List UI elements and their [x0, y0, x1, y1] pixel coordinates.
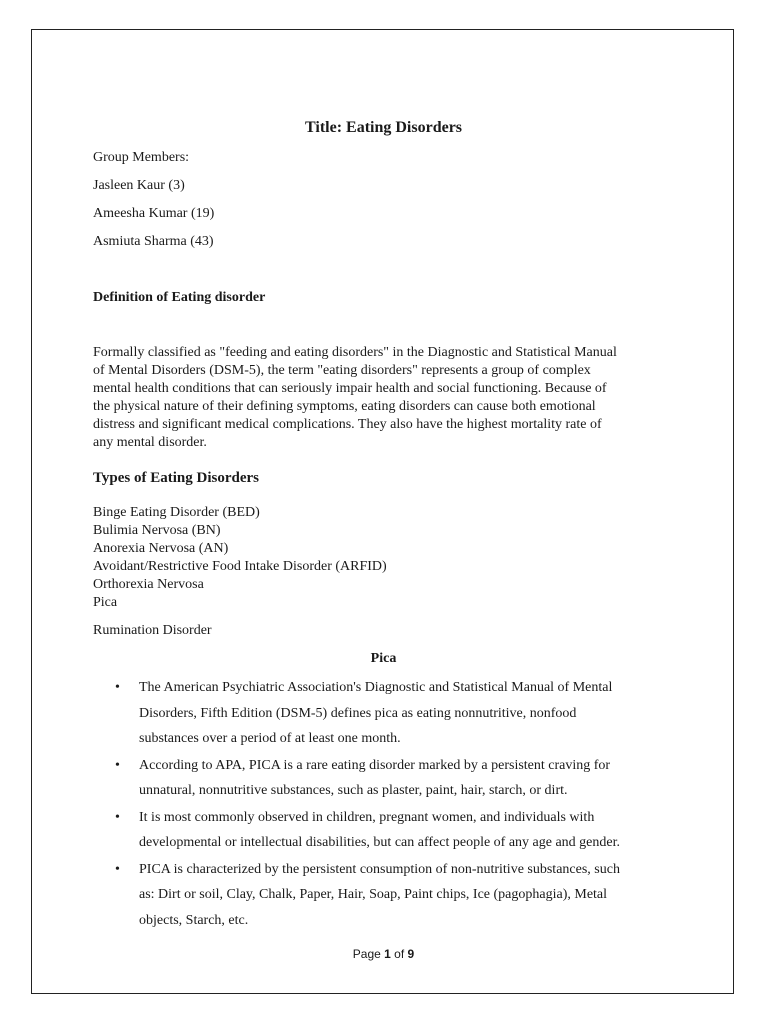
member-item: Jasleen Kaur (3) — [93, 178, 185, 193]
paragraph-line: mental health conditions that can seriously impair health and social functioning. Because of — [93, 381, 607, 396]
list-item: • PICA is characterized by the persistent consumption of non-nutritive substances, such as: Dirt or soil, Clay, Chalk, Paper, Hair, Soap, Paint chips, Ice (pagophagia), Metal objects, Starch, etc. — [93, 857, 693, 934]
member-item: Ameesha Kumar (19) — [93, 206, 215, 221]
types-heading: Types of Eating Disorders — [93, 470, 259, 486]
list-item: • According to APA, PICA is a rare eating disorder marked by a persistent craving for unnatural, nonnutritive substances, such as plaster, paint, hair, starch, or dirt. — [93, 753, 693, 804]
bullet-icon: • — [115, 757, 120, 773]
type-item: Orthorexia Nervosa — [93, 577, 204, 592]
type-item: Bulimia Nervosa (BN) — [93, 523, 221, 538]
paragraph-line: distress and significant medical complications. They also have the highest mortality rate of — [93, 417, 602, 432]
bullet-icon: • — [115, 861, 120, 877]
bullet-icon: • — [115, 680, 120, 695]
type-item-last: Rumination Disorder — [93, 623, 212, 638]
paragraph-line: any mental disorder. — [93, 435, 207, 450]
type-item: Avoidant/Restrictive Food Intake Disorder (ARFID) — [93, 559, 387, 574]
member-item: Asmiuta Sharma (43) — [93, 234, 214, 249]
type-item: Anorexia Nervosa (AN) — [93, 541, 229, 556]
page-title: Title: Eating Disorders — [304, 119, 463, 136]
list-item: • The American Psychiatric Association's Diagnostic and Statistical Manual of Mental Disorders, Fifth Edition (DSM-5) defines pica as eating nonnutritive, nonfood substances over a period of at least one month. — [93, 675, 693, 752]
paragraph-line: Formally classified as "feeding and eating disorders" in the Diagnostic and Statistical Manual — [93, 345, 617, 360]
pica-heading: Pica — [370, 651, 397, 666]
document-page — [31, 29, 734, 994]
definition-paragraph — [93, 344, 693, 452]
type-item: Pica — [93, 595, 118, 610]
group-members-label: Group Members: — [93, 150, 190, 165]
type-item: Binge Eating Disorder (BED) — [93, 505, 260, 520]
page-number-footer: Page 1 of 9 — [352, 947, 415, 961]
types-list — [93, 504, 387, 612]
paragraph-line: the physical nature of their defining symptoms, eating disorders can cause both emotional — [93, 399, 596, 414]
list-item: • It is most commonly observed in children, pregnant women, and individuals with developmental or intellectual disabilities, but can affect people of any age and gender. — [93, 805, 693, 856]
paragraph-line: of Mental Disorders (DSM-5), the term "eating disorders" represents a group of complex — [93, 363, 591, 378]
pica-bullet-list — [93, 675, 693, 934]
definition-heading: Definition of Eating disorder — [93, 290, 266, 305]
bullet-icon: • — [115, 809, 120, 825]
